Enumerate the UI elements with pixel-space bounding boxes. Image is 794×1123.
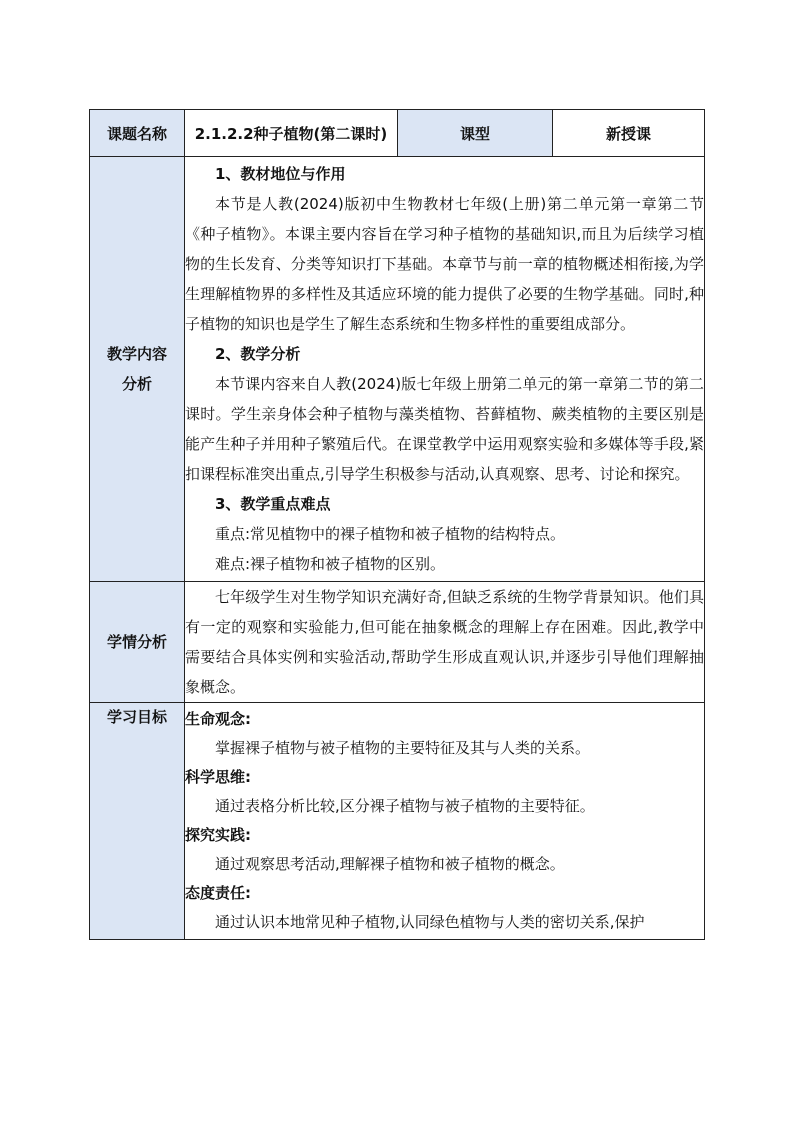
student-analysis-label: 学情分析 — [90, 582, 185, 703]
student-analysis-body — [185, 582, 705, 703]
header-row — [90, 110, 705, 157]
objectives-body — [185, 703, 705, 940]
objective-text: 通过表格分析比较,区分裸子植物与被子植物的主要特征。 — [215, 797, 595, 815]
objectives-row — [90, 703, 705, 940]
course-name-value: 2.1.2.2种子植物(第二课时) — [185, 110, 398, 157]
difficulty-point: 难点:裸子植物和被子植物的区别。 — [215, 555, 446, 573]
lesson-type-label: 课型 — [398, 110, 553, 157]
student-analysis-row — [90, 582, 705, 703]
objective-title: 态度责任: — [185, 884, 251, 902]
content-analysis-row — [90, 157, 705, 582]
objective-title: 探究实践: — [185, 826, 251, 844]
content-analysis-label — [90, 157, 185, 582]
objective-text: 通过观察思考活动,理解裸子植物和被子植物的概念。 — [215, 855, 565, 873]
course-name-label: 课题名称 — [90, 110, 185, 157]
objective-text: 通过认识本地常见种子植物,认同绿色植物与人类的密切关系,保护 — [215, 913, 645, 931]
section2-text: 本节课内容来自人教(2024)版七年级上册第二单元的第一章第二节的第二课时。学生亲身体会种子植物与藻类植物、苔藓植物、蕨类植物的主要区别是能产生种子并用种子繁殖后代。在课堂教学中运用观察实验和多媒体等手段,紧扣课程标准突出重点,引导学生积极参与活动,认真观察、思考、讨论和探究。 — [185, 375, 704, 483]
section1-text: 本节是人教(2024)版初中生物教材七年级(上册)第二单元第一章第二节《种子植物》。本课主要内容旨在学习种子植物的基础知识,而且为后续学习植物的生长发育、分类等知识打下基础。本章节与前一章的植物概述相衔接,为学生理解植物界的多样性及其适应环境的能力提供了必要的生物学基础。同时,种子植物的知识也是学生了解生态系统和生物多样性的重要组成部分。 — [185, 195, 704, 333]
student-analysis-text: 七年级学生对生物学知识充满好奇,但缺乏系统的生物学背景知识。他们具有一定的观察和实验能力,但可能在抽象概念的理解上存在困难。因此,教学中需要结合具体实例和实验活动,帮助学生形成直观认识,并逐步引导他们理解抽象概念。 — [185, 588, 704, 696]
key-point: 重点:常见植物中的裸子植物和被子植物的结构特点。 — [215, 525, 566, 543]
content-analysis-label-line1: 教学内容 — [106, 345, 167, 363]
section2-title: 2、教学分析 — [215, 345, 301, 363]
lesson-plan-table — [89, 109, 705, 940]
lesson-type-value: 新授课 — [553, 110, 705, 157]
objective-text: 掌握裸子植物与被子植物的主要特征及其与人类的关系。 — [215, 739, 591, 757]
content-analysis-label-line2: 分析 — [121, 375, 152, 393]
objective-title: 生命观念: — [185, 710, 251, 728]
section1-title: 1、教材地位与作用 — [215, 165, 346, 183]
section3-title: 3、教学重点难点 — [215, 495, 331, 513]
objective-title: 科学思维: — [185, 768, 251, 786]
content-analysis-body — [185, 157, 705, 582]
objectives-label: 学习目标 — [90, 703, 185, 940]
